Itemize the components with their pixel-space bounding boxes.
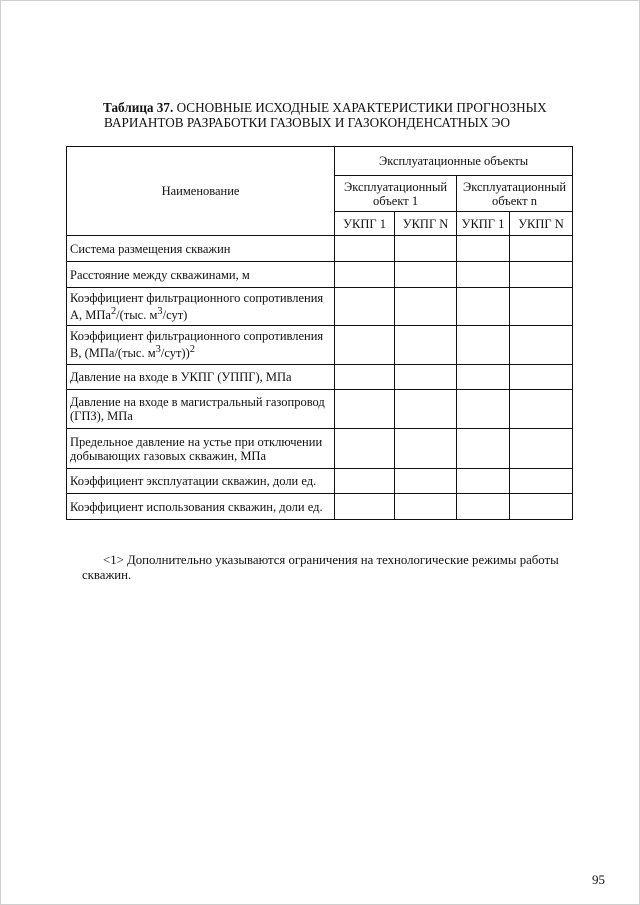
value-cell (335, 236, 395, 262)
value-cell (457, 326, 510, 365)
header-name-column: Наименование (67, 147, 335, 236)
value-cell (457, 288, 510, 326)
value-cell (395, 494, 457, 520)
row-label: Предельное давление на устье при отключении добывающих газовых скважин, МПа (67, 429, 335, 469)
value-cell (510, 236, 573, 262)
row-label: Коэффициент эксплуатации скважин, доли ед. (67, 469, 335, 494)
value-cell (395, 326, 457, 365)
value-cell (335, 262, 395, 288)
header-unit: УКПГ 1 (335, 212, 395, 236)
table-row (67, 390, 573, 429)
value-cell (395, 365, 457, 390)
header-unit: УКПГ N (510, 212, 573, 236)
value-cell (335, 469, 395, 494)
footnote (82, 553, 562, 583)
header-object-1: Эксплуатационный объект 1 (335, 176, 457, 212)
row-label: Коэффициент использования скважин, доли ед. (67, 494, 335, 520)
row-label: Система размещения скважин (67, 236, 335, 262)
value-cell (395, 236, 457, 262)
row-label: Коэффициент фильтрационного сопротивления В, (МПа/(тыс. $м^3/сут))^2$ (67, 326, 335, 365)
value-cell (510, 288, 573, 326)
table-row (67, 429, 573, 469)
table-row (67, 288, 573, 326)
table-row (67, 494, 573, 520)
value-cell (395, 429, 457, 469)
table-row (67, 326, 573, 365)
value-cell (335, 494, 395, 520)
header-group: Эксплуатационные объекты (335, 147, 573, 176)
row-label: Расстояние между скважинами, м (67, 262, 335, 288)
value-cell (395, 469, 457, 494)
value-cell (335, 390, 395, 429)
caption-label: Таблица 37. (103, 100, 174, 115)
footnote-text: <1> Дополнительно указываются ограничения на технологические режимы работы скважин. (82, 553, 559, 582)
value-cell (457, 262, 510, 288)
row-label: Коэффициент фильтрационного сопротивления А, МПа$^2$/(тыс. $м^3/сут$) (67, 288, 335, 326)
page-number: 95 (592, 872, 605, 887)
value-cell (395, 288, 457, 326)
value-cell (395, 262, 457, 288)
value-cell (335, 288, 395, 326)
value-cell (335, 429, 395, 469)
value-cell (457, 390, 510, 429)
table-caption (103, 100, 573, 130)
value-cell (510, 326, 573, 365)
header-unit: УКПГ 1 (457, 212, 510, 236)
value-cell (335, 326, 395, 365)
value-cell (457, 494, 510, 520)
value-cell (510, 365, 573, 390)
value-cell (395, 390, 457, 429)
value-cell (457, 365, 510, 390)
value-cell (457, 236, 510, 262)
value-cell (457, 429, 510, 469)
value-cell (457, 469, 510, 494)
value-cell (510, 469, 573, 494)
table-row (67, 236, 573, 262)
table-row (67, 469, 573, 494)
value-cell (335, 365, 395, 390)
header-object-n: Эксплуатационный объект n (457, 176, 573, 212)
caption-title-line2: ВАРИАНТОВ РАЗРАБОТКИ ГАЗОВЫХ И ГАЗОКОНДЕНСАТНЫХ ЭО (104, 115, 511, 130)
characteristics-table (66, 146, 573, 520)
header-unit: УКПГ N (395, 212, 457, 236)
value-cell (510, 262, 573, 288)
row-label: Давление на входе в магистральный газопровод (ГПЗ), МПа (67, 390, 335, 429)
caption-title-line1: ОСНОВНЫЕ ИСХОДНЫЕ ХАРАКТЕРИСТИКИ ПРОГНОЗНЫХ (176, 100, 547, 115)
value-cell (510, 390, 573, 429)
value-cell (510, 429, 573, 469)
value-cell (510, 494, 573, 520)
table-row (67, 262, 573, 288)
table-row (67, 365, 573, 390)
row-label: Давление на входе в УКПГ (УППГ), МПа (67, 365, 335, 390)
